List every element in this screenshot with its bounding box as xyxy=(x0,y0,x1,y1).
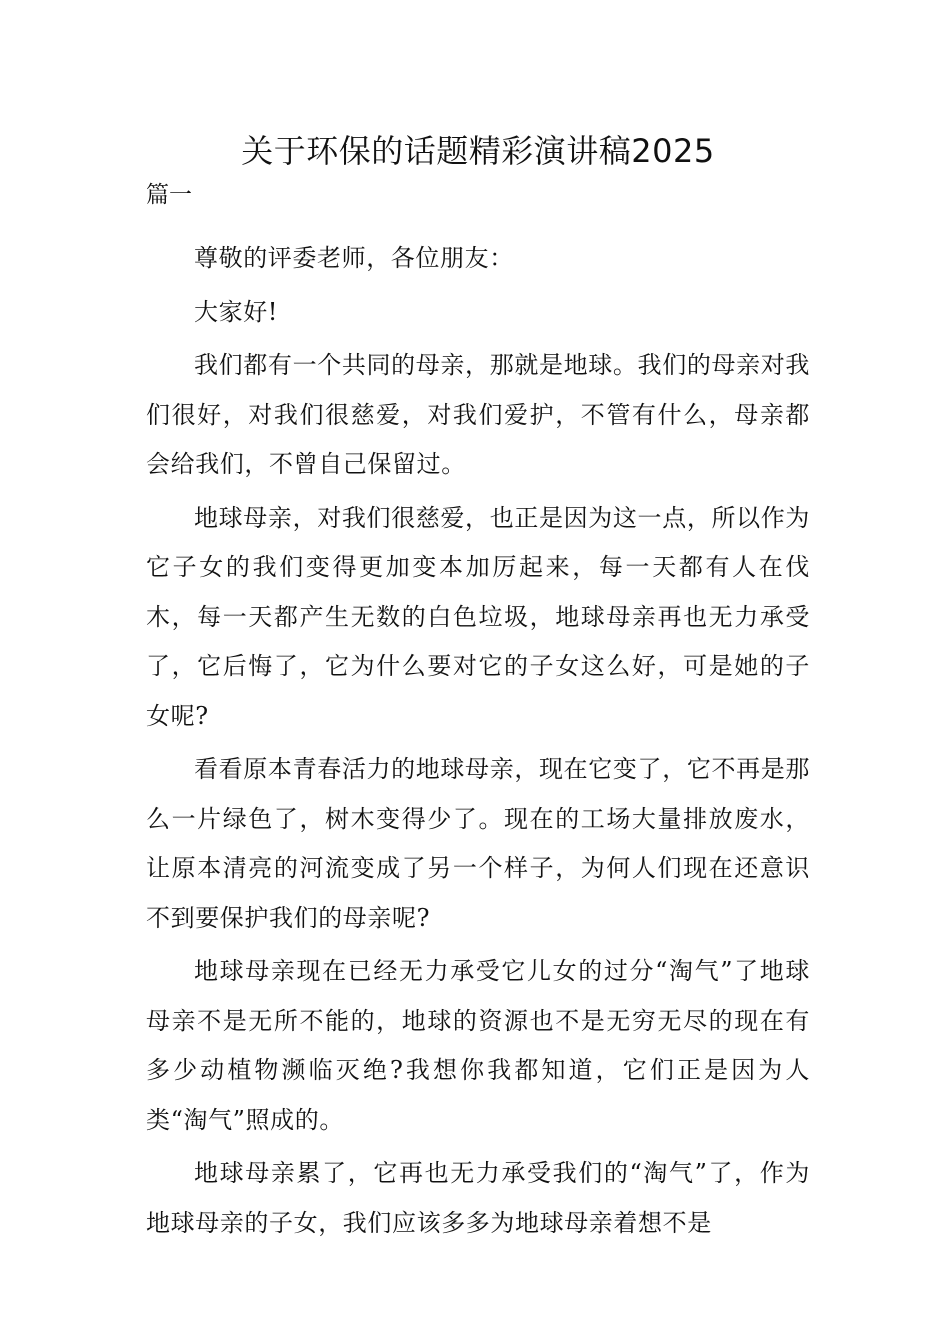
paragraph-1: 我们都有一个共同的母亲，那就是地球。我们的母亲对我们很好，对我们很慈爱，对我们爱护，不管有什么，母亲都会给我们，不曾自己保留过。 xyxy=(146,351,810,478)
paragraph-5: 地球母亲累了，它再也无力承受我们的“淘气”了，作为地球母亲的子女，我们应该多多为地球母亲着想不是 xyxy=(146,1159,810,1237)
section-label: 篇一 xyxy=(146,182,192,208)
paragraph-3: 看看原本青春活力的地球母亲，现在它变了，它不再是那么一片绿色了，树木变得少了。现在的工场大量排放废水，让原本清亮的河流变成了另一个样子，为何人们现在还意识不到要保护我们的母亲呢? xyxy=(146,755,810,932)
paragraph-greeting: 大家好! xyxy=(194,297,279,326)
paragraph-2: 地球母亲，对我们很慈爱，也正是因为这一点，所以作为它子女的我们变得更加变本加厉起来，每一天都有人在伐木，每一天都产生无数的白色垃圾，地球母亲再也无力承受了，它后悔了，它为什么要对它的子女这么好，可是她的子女呢? xyxy=(146,503,810,730)
paragraph-salutation: 尊敬的评委老师，各位朋友： xyxy=(194,244,514,272)
document-title: 关于环保的话题精彩演讲稿2025 xyxy=(241,132,715,170)
paragraph-4: 地球母亲现在已经无力承受它儿女的过分“淘气”了地球母亲不是无所不能的，地球的资源也不是无穷无尽的现在有多少动植物濒临灭绝?我想你我都知道，它们正是因为人类“淘气”照成的。 xyxy=(146,957,810,1134)
